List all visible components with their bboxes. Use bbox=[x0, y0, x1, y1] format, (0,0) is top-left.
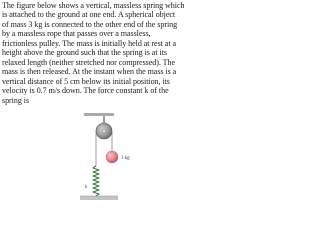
pulley-axle bbox=[102, 129, 106, 133]
spring-constant-label: k bbox=[85, 185, 88, 190]
ceiling-bar bbox=[84, 113, 114, 116]
problem-line: vertical distance of 5 cm below its initial position, its bbox=[2, 76, 170, 86]
problem-line: is attached to the ground at one end. A spherical object bbox=[2, 10, 176, 20]
problem-line: The figure below shows a vertical, massless spring which bbox=[2, 1, 185, 10]
problem-line: mass is then released. At the instant when the mass is a bbox=[2, 67, 177, 77]
ground bbox=[80, 196, 118, 200]
mass-label: 3 kg bbox=[121, 156, 130, 161]
problem-line: frictionless pulley. The mass is initially held at rest at a bbox=[2, 38, 176, 48]
problem-line: relaxed length (neither stretched nor compressed). The bbox=[2, 57, 175, 67]
problem-line: velocity is 0.7 m/s down. The force constant k of the bbox=[2, 86, 169, 96]
spring-coil bbox=[93, 166, 99, 196]
problem-line: spring is bbox=[2, 95, 30, 105]
problem-line: by a massless rope that passes over a massless, bbox=[2, 29, 151, 39]
mass-sphere bbox=[106, 151, 118, 163]
problem-line: height above the ground such that the spring is at its bbox=[2, 48, 167, 58]
problem-line: of mass 3 kg is connected to the other end of the spring bbox=[2, 19, 178, 29]
